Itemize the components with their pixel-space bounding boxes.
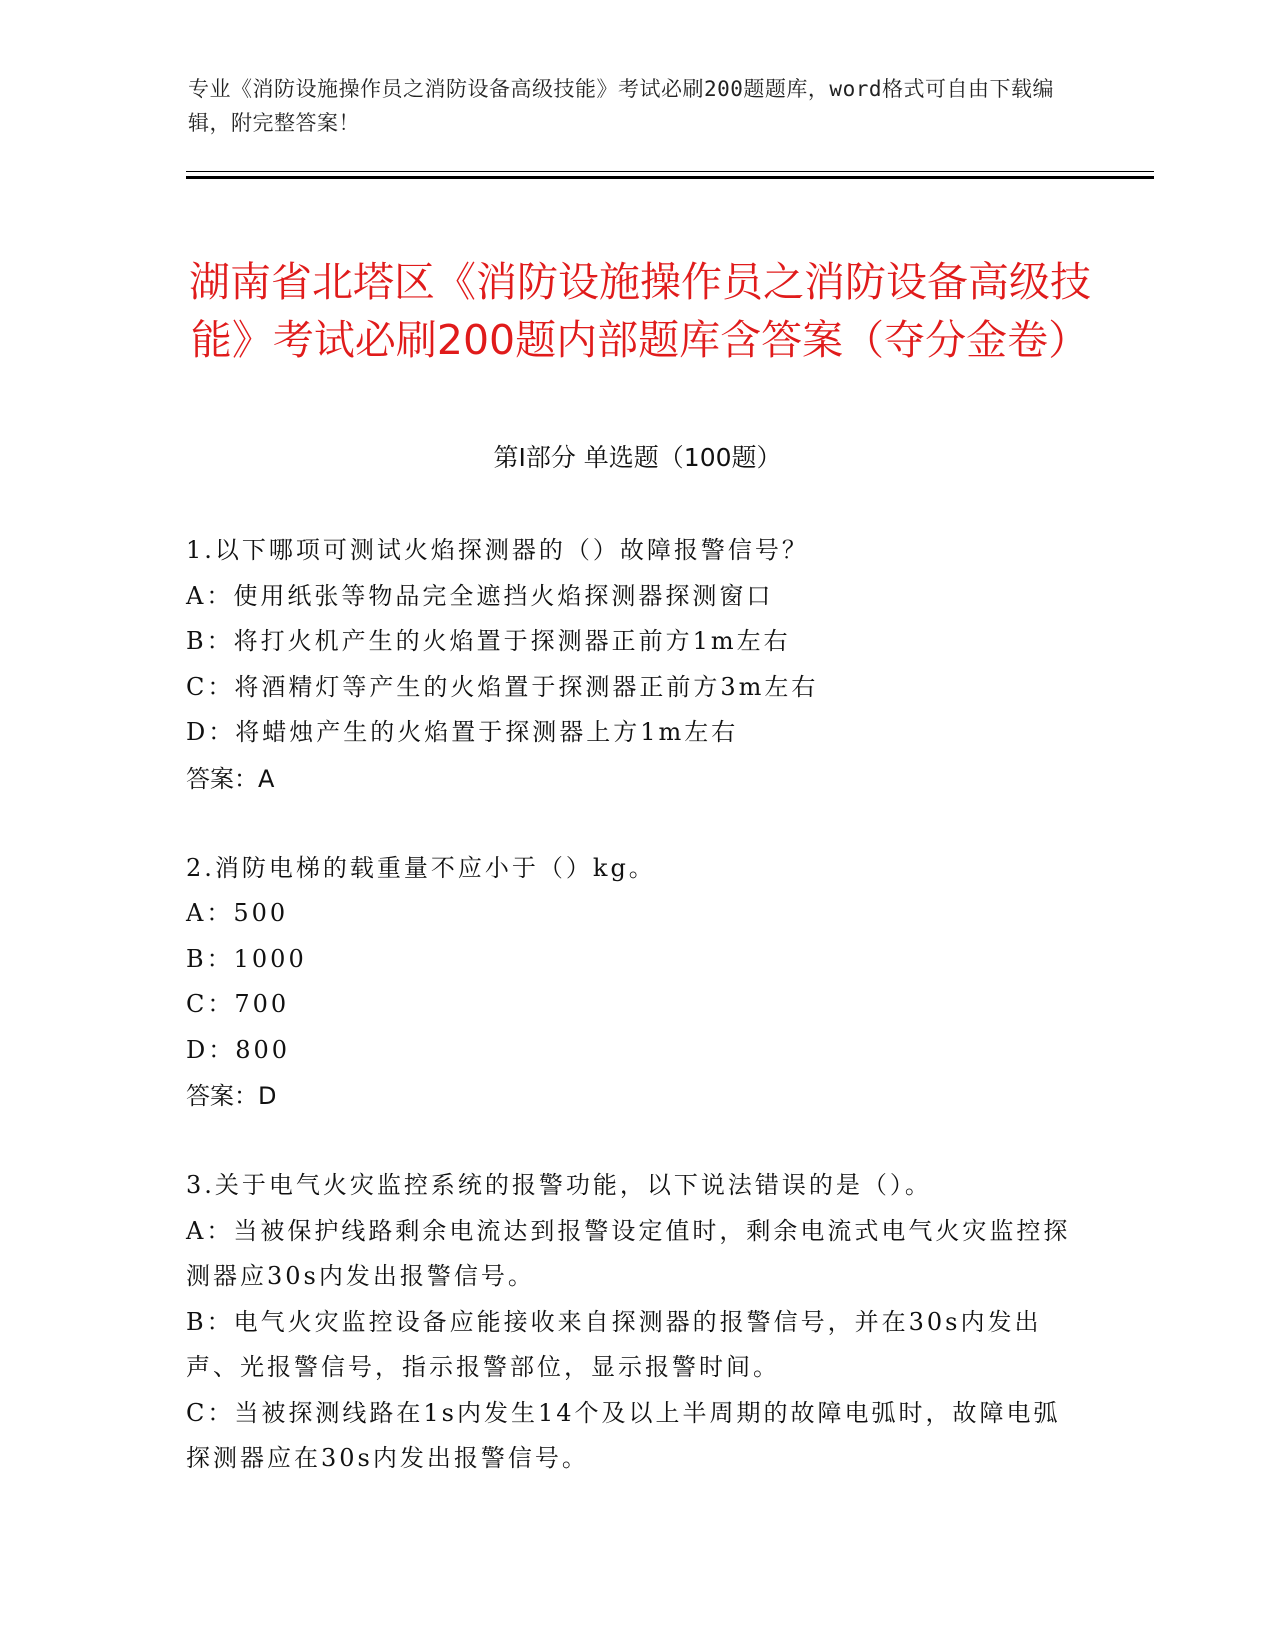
question-list <box>186 528 1086 1526</box>
option-a: A：500 <box>186 899 289 927</box>
intro-text: 专业《消防设施操作员之消防设备高级技能》考试必刷200题题库，word格式可自由下载编辑，附完整答案！ <box>188 77 1054 135</box>
option-a: A：使用纸张等物品完全遮挡火焰探测器探测窗口 <box>186 581 774 610</box>
answer-line: 答案：A <box>186 764 275 793</box>
option-d: D：800 <box>186 1035 291 1064</box>
question-stem: 3.关于电气火灾监控系统的报警功能，以下说法错误的是（）。 <box>186 1171 932 1199</box>
option-c: C：将酒精灯等产生的火焰置于探测器正前方3m左右 <box>186 672 819 701</box>
option-d: D：将蜡烛产生的火焰置于探测器上方1m左右 <box>186 718 739 746</box>
question-3 <box>186 1163 1086 1482</box>
option-b: B：电气火灾监控设备应能接收来自探测器的报警信号，并在30s内发出声、光报警信号，指示报警部位，显示报警时间。 <box>186 1307 1042 1381</box>
answer-line: 答案：D <box>186 1082 277 1110</box>
option-b: B：1000 <box>186 944 307 973</box>
question-stem: 1.以下哪项可测试火焰探测器的（）故障报警信号？ <box>186 536 809 564</box>
document-title: 湖南省北塔区《消防设施操作员之消防设备高级技能》考试必刷200题内部题库含答案（夺分金卷） <box>189 258 1091 365</box>
question-stem: 2.消防电梯的载重量不应小于（）kg。 <box>186 853 656 882</box>
question-1 <box>186 528 1086 802</box>
header-divider-thin <box>186 171 1154 172</box>
question-2 <box>186 846 1086 1120</box>
option-c: C：700 <box>186 990 290 1018</box>
option-a: A：当被保护线路剩余电流达到报警设定值时，剩余电流式电气火灾监控探测器应30s内发出报警信号。 <box>186 1216 1071 1290</box>
option-c: C：当被探测线路在1s内发生14个及以上半周期的故障电弧时，故障电弧探测器应在30s内发出报警信号。 <box>186 1398 1061 1472</box>
header-divider-thick <box>186 176 1154 179</box>
section-heading: 第Ⅰ部分 单选题（100题） <box>493 443 782 472</box>
option-b: B：将打火机产生的火焰置于探测器正前方1m左右 <box>186 627 791 655</box>
